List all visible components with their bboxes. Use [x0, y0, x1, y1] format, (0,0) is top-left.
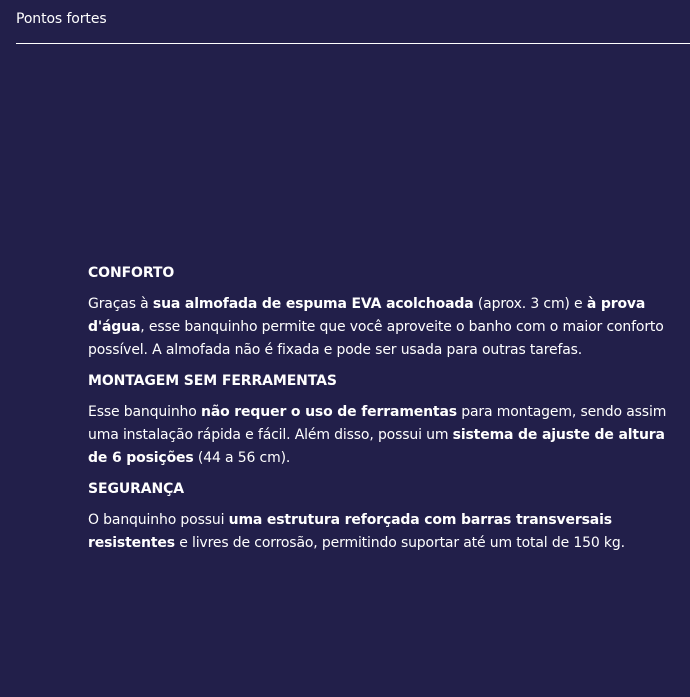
block-seguranca: [88, 478, 668, 555]
text-segment: para montagem, sendo assim uma instalação rápida e fácil. Além disso, possui um: [88, 404, 667, 443]
text-segment-bold: não requer o uso de ferramentas: [201, 404, 457, 420]
text-segment: Graças à: [88, 296, 153, 312]
text-segment: , esse banquinho permite que você aproveite o banho com o maior conforto possível. A almofada não é fixada e pode ser usada para outras tarefas.: [88, 319, 664, 358]
block-text: [88, 401, 668, 470]
description-content: [88, 262, 668, 563]
block-heading: CONFORTO: [88, 265, 175, 281]
block-text: [88, 293, 668, 362]
block-heading: SEGURANÇA: [88, 481, 185, 497]
text-segment: Esse banquinho: [88, 404, 201, 420]
text-segment-bold: uma estrutura reforçada com barras transversais resistentes: [88, 512, 612, 551]
text-segment: O banquinho possui: [88, 512, 229, 528]
text-segment-bold: sua almofada de espuma EVA acolchoada: [152, 296, 474, 312]
text-segment-bold: sistema de ajuste de altura de 6 posições: [88, 427, 665, 466]
block-montagem: [88, 370, 668, 470]
block-heading: MONTAGEM SEM FERRAMENTAS: [88, 373, 337, 389]
text-segment: (44 a 56 cm).: [193, 450, 291, 466]
section-title: Pontos fortes: [16, 11, 107, 27]
block-conforto: [88, 262, 668, 362]
text-segment: (aprox. 3 cm) e: [473, 296, 587, 312]
block-text: [88, 509, 668, 555]
text-segment: e livres de corrosão, permitindo suportar até um total de 150 kg.: [174, 535, 625, 551]
text-segment-bold: à prova d'água: [88, 296, 646, 335]
section-header: [16, 0, 690, 44]
